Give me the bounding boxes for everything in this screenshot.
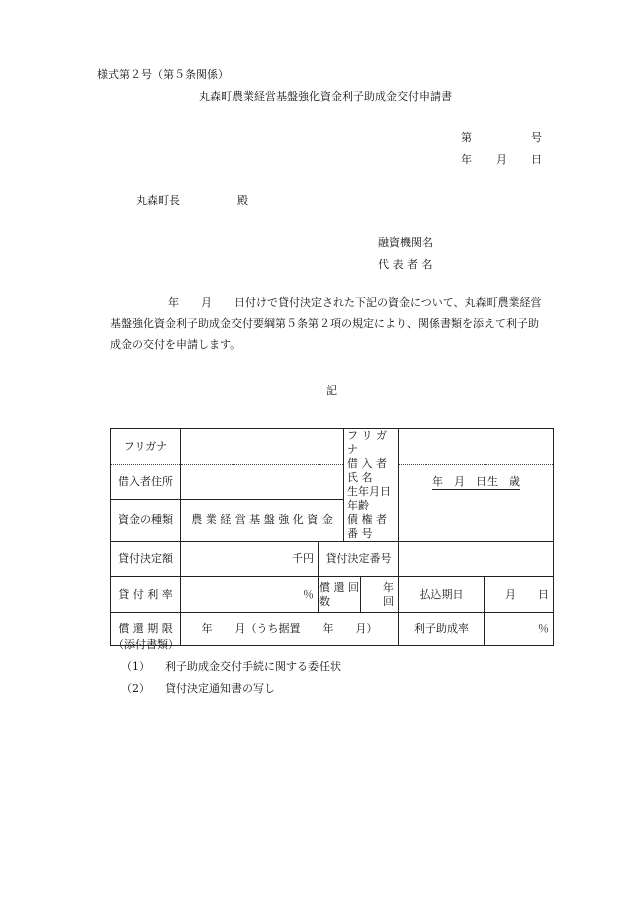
- date-day: 日: [531, 153, 542, 166]
- document-title: 丸森町農業経営基盤強化資金利子助成金交付申請書: [199, 90, 452, 103]
- payment-date-value: 月 日: [505, 587, 549, 601]
- doc-number-go: 号: [531, 131, 542, 144]
- loan-amount-unit: 千円: [292, 552, 314, 565]
- payment-date-label: 払込期日: [399, 577, 485, 613]
- fund-type-label: 資金の種類: [111, 499, 181, 541]
- subsidy-rate-field[interactable]: [485, 613, 554, 646]
- date-month: 月: [496, 153, 507, 166]
- attachment-text-2: 貸付決定通知書の写し: [165, 682, 275, 695]
- body-paragraph: [110, 292, 565, 355]
- addressee-name: 丸森町長: [136, 194, 180, 207]
- loan-amount-field[interactable]: [181, 542, 319, 577]
- creditor-number-field[interactable]: [399, 499, 554, 541]
- loan-amount-label: 貸付決定額: [111, 542, 181, 577]
- attachment-num-2: （2）: [121, 682, 150, 695]
- fund-type-value: 農 業 経 営 基 盤 強 化 資 金: [181, 499, 344, 541]
- body-line-1: 年 月 日付けで貸付決定された下記の資金について、丸森町農業経営: [168, 296, 542, 309]
- furigana-right-label: フ リ ガ ナ: [347, 429, 387, 456]
- ki-heading: 記: [326, 384, 337, 397]
- repay-period-field[interactable]: [181, 613, 399, 646]
- application-table: [110, 428, 554, 646]
- body-line-2: 基盤強化資金利子助成金交付要綱第５条第２項の規定により、関係書類を添えて利子助: [110, 317, 539, 330]
- repay-count-cell: [319, 577, 416, 613]
- representative-label: 代 表 者 名: [378, 258, 433, 271]
- furigana-left-field[interactable]: [181, 429, 344, 465]
- attachment-num-1: （1）: [121, 660, 150, 673]
- birth-age-field[interactable]: [399, 465, 554, 500]
- interest-rate-field[interactable]: [181, 577, 319, 613]
- form-number: 様式第２号（第５条関係）: [97, 68, 229, 81]
- repay-count-label: 償 還 回 数: [319, 577, 361, 612]
- attachment-item-1: [121, 660, 341, 674]
- attachments-heading: （添付書類）: [113, 638, 179, 651]
- interest-rate-label: 貸 付 利 率: [111, 577, 181, 613]
- interest-rate-unit: ％: [303, 587, 314, 601]
- doc-number-dai: 第: [461, 131, 472, 144]
- repay-period-label: 償 還 期 限: [111, 613, 181, 646]
- institution-label: 融資機関名: [378, 236, 433, 249]
- repay-count-field[interactable]: [361, 580, 416, 609]
- attachment-text-1: 利子助成金交付手続に関する委任状: [165, 660, 341, 673]
- furigana-left-label: フリガナ: [111, 429, 181, 465]
- birth-age-label: 生年月日年齢: [347, 485, 391, 512]
- loan-number-label: 貸付決定番号: [319, 542, 399, 577]
- loan-number-field[interactable]: [399, 542, 554, 577]
- borrower-address-field[interactable]: [181, 465, 344, 500]
- birth-value: 年 月 日生 歳: [432, 474, 520, 488]
- date-year: 年: [461, 153, 472, 166]
- repay-period-value: 年 月（うち据置 年 月）: [201, 622, 378, 635]
- subsidy-rate-unit: ％: [538, 622, 549, 635]
- borrower-address-label: 借入者住所: [111, 465, 181, 500]
- borrower-info-labels: [344, 429, 399, 542]
- subsidy-rate-label: 利子助成率: [399, 613, 485, 646]
- creditor-number-label: 債 権 者 番 号: [347, 513, 387, 540]
- payment-date-field[interactable]: [485, 577, 554, 613]
- body-line-3: 成金の交付を申請します。: [110, 338, 242, 351]
- furigana-right-field[interactable]: [399, 429, 554, 465]
- attachment-item-2: [121, 682, 275, 696]
- borrower-name-label: 借 入 者 氏 名: [347, 457, 387, 484]
- addressee-dono: 殿: [237, 194, 248, 207]
- repay-count-unit: 年 回: [383, 580, 416, 608]
